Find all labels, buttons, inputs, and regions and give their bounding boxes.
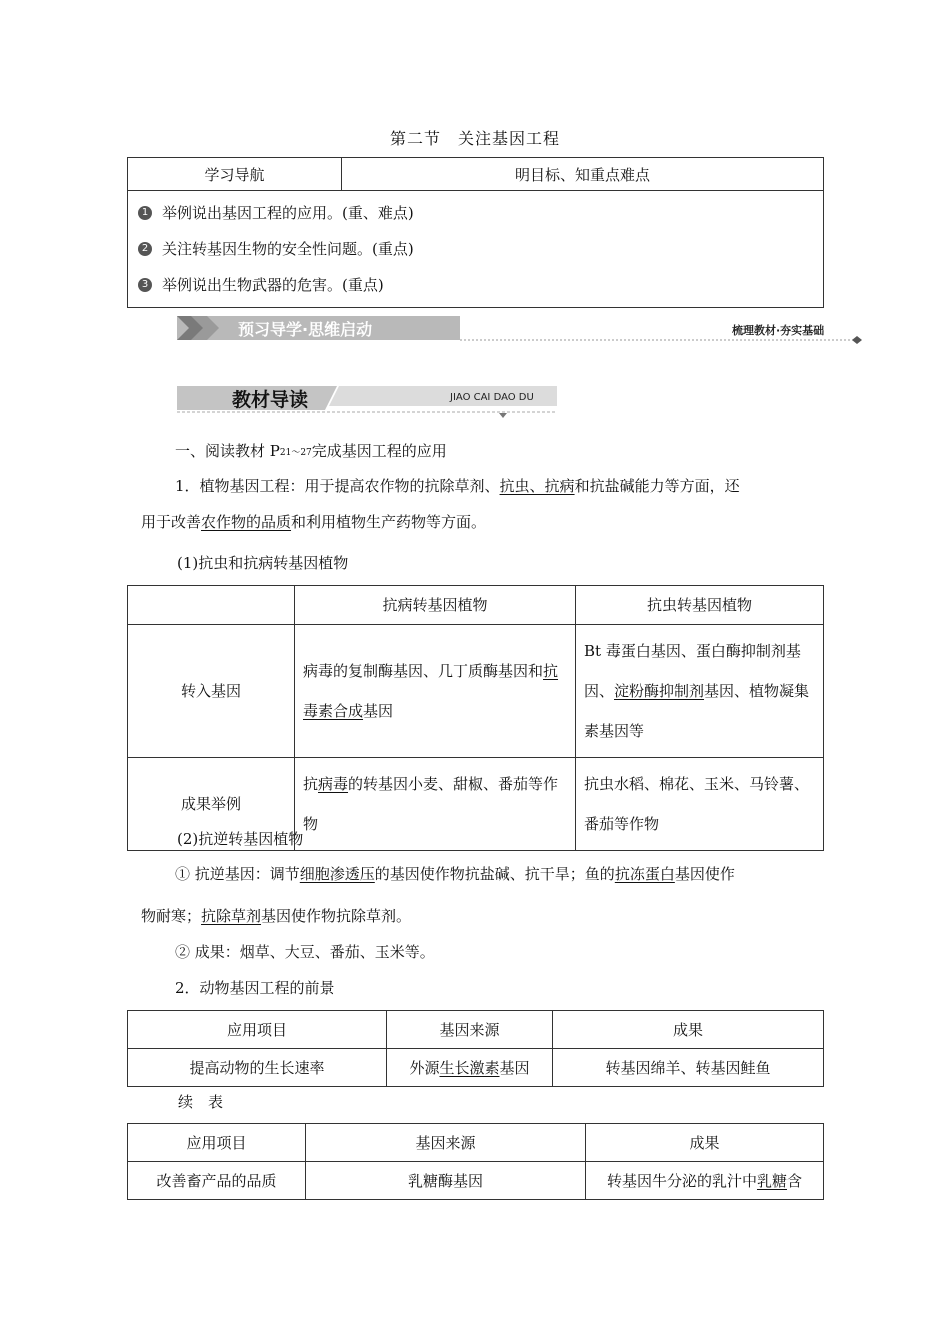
banner-right-text: 梳理教材·夯实基础 [732,324,825,337]
number-1-icon: 1 [138,206,152,220]
t2-header: 应用项目 [128,1011,387,1049]
t2-header: 成果 [553,1011,824,1049]
goal-item [138,231,813,267]
t1-header-empty [128,586,295,625]
t3-cell: 转基因牛分泌的乳汁中乳糖含 [586,1162,824,1200]
t3-header: 应用项目 [128,1124,306,1162]
subheading-1: (1)抗虫和抗病转基因植物 [177,554,349,572]
reading-header-en: JIAO CAI DAO DU [450,392,534,403]
t1-row-label: 转入基因 [128,625,295,758]
t1-header: 抗病转基因植物 [295,586,576,625]
goal-item [138,195,813,231]
section-title: 第二节 关注基因工程 [389,129,560,148]
t3-cell: 乳糖酶基因 [306,1162,586,1200]
reading-header-cn: 教材导读 [232,389,309,411]
paragraph-stress-genes: ① 抗逆基因：调节细胞渗透压的基因使作物抗盐碱、抗干旱；鱼的抗冻蛋白基因使作 物耐寒；抗除草剂基因使作物抗除草剂。 [141,865,735,925]
t2-cell: 外源生长激素基因 [387,1049,553,1087]
t1-row-label: 成果举例 [128,758,295,851]
t2-header: 基因来源 [387,1011,553,1049]
goal-text: 关注转基因生物的安全性问题。(重点) [162,240,414,258]
t1-cell: Bt 毒蛋白基因、蛋白酶抑制剂基因、淀粉酶抑制剂基因、植物凝集素基因等 [576,625,824,758]
paragraph-results: ② 成果：烟草、大豆、番茄、玉米等。 [175,943,435,961]
goal-text: 举例说出基因工程的应用。(重、难点) [162,204,414,222]
diamond-icon [852,336,862,344]
paragraph-animal-heading: 2．动物基因工程的前景 [175,979,335,997]
t1-header: 抗虫转基因植物 [576,586,824,625]
table-animal-1 [127,1010,824,1087]
nav-col1-header: 学习导航 [128,158,342,191]
banner-main-text: 预习导学·思维启动 [238,320,373,339]
table-animal-2 [127,1123,824,1200]
t2-cell: 转基因绵羊、转基因鲑鱼 [553,1049,824,1087]
t1-cell: 抗虫水稻、棉花、玉米、马铃薯、番茄等作物 [576,758,824,851]
t3-header: 成果 [586,1124,824,1162]
paragraph-plant-engineering: 1．植物基因工程：用于提高农作物的抗除草剂、抗虫、抗病和抗盐碱能力等方面，还 用于改善农作物的品质和利用植物生产药物等方面。 [141,477,740,531]
t3-cell: 改善畜产品的品质 [128,1162,306,1200]
t1-cell: 病毒的复制酶基因、几丁质酶基因和抗毒素合成基因 [295,625,576,758]
t2-cell: 提高动物的生长速率 [128,1049,387,1087]
subheading-2: (2)抗逆转基因植物 [177,830,304,848]
number-3-icon: 3 [138,278,152,292]
learning-nav-table [127,157,824,308]
goals-cell [128,191,824,308]
number-2-icon: 2 [138,242,152,256]
table-resistant-plants [127,585,824,851]
t1-cell: 抗病毒的转基因小麦、甜椒、番茄等作物 [295,758,576,851]
continued-label: 续 表 [178,1093,224,1111]
small-triangle-icon [499,413,507,418]
nav-col2-header: 明目标、知重点难点 [342,158,824,191]
goal-item [138,267,813,303]
goal-text: 举例说出生物武器的危害。(重点) [162,276,384,294]
part1-heading: 一、阅读教材 P21～27完成基因工程的应用 [175,442,447,460]
t3-header: 基因来源 [306,1124,586,1162]
